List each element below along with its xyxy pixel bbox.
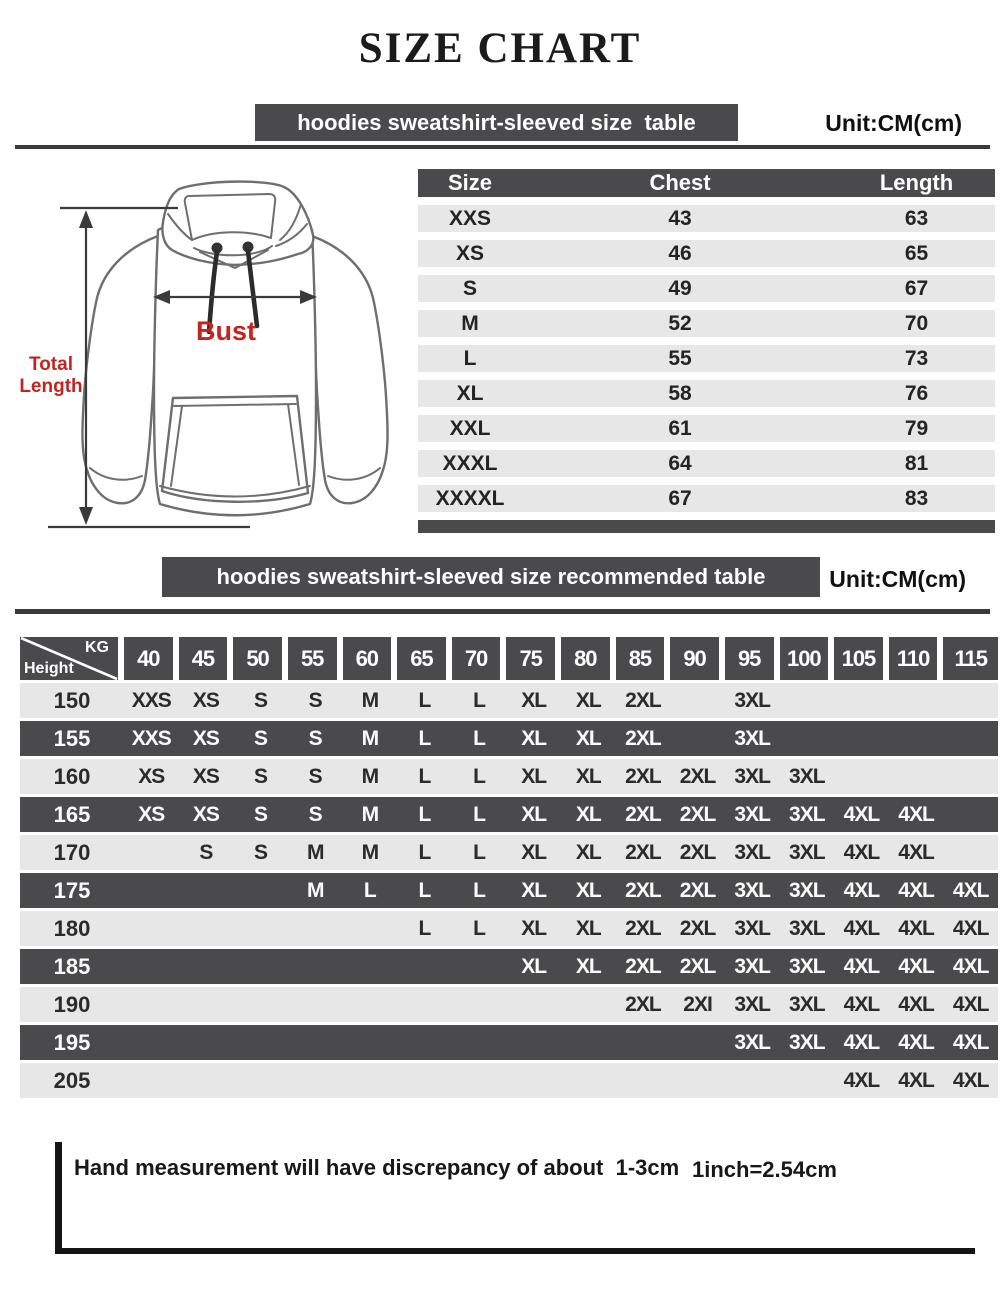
corner-height-label: Height	[24, 660, 74, 677]
matrix-row	[20, 949, 998, 984]
matrix-size-cell: 4XL	[952, 992, 989, 1016]
matrix-size-cell: L	[418, 726, 431, 750]
matrix-size-cell: L	[418, 878, 431, 902]
matrix-size-cell: XS	[192, 726, 219, 750]
hoodie-left-sleeve	[82, 236, 158, 503]
matrix-row	[20, 797, 998, 832]
matrix-size-cell: 3XL	[734, 840, 770, 864]
matrix-height-label: 165	[53, 801, 91, 827]
kg-column-header: 75	[506, 637, 561, 680]
matrix-size-cell: 2XL	[625, 764, 661, 788]
matrix-size-cell: 4XL	[898, 992, 934, 1016]
matrix-size-cell: 2XL	[679, 954, 716, 978]
matrix-size-cell: S	[199, 840, 213, 864]
size-table-row	[418, 380, 995, 407]
matrix-size-cell: 3XL	[789, 992, 825, 1016]
length-cell: 67	[904, 276, 929, 300]
matrix-size-cell: 3XL	[734, 916, 770, 940]
length-cell: 70	[904, 311, 929, 335]
matrix-size-cell: 3XL	[734, 954, 770, 978]
matrix-size-cell: XL	[521, 840, 547, 864]
matrix-size-cell: 2XL	[679, 878, 716, 902]
chest-cell: 67	[668, 486, 692, 510]
matrix-size-cell: L	[418, 840, 431, 864]
chest-cell: 49	[668, 276, 692, 300]
matrix-height-label: 185	[53, 953, 91, 979]
matrix-size-cell: 3XL	[789, 954, 825, 978]
kg-height-corner-cell	[20, 637, 124, 680]
length-cell: 73	[904, 346, 929, 370]
matrix-size-cell: XL	[521, 726, 547, 750]
size-table	[418, 169, 995, 533]
kg-column-header: 65	[397, 637, 452, 680]
matrix-size-cell: 2XL	[625, 726, 661, 750]
kg-column-header: 55	[288, 637, 343, 680]
kg-column-header: 115	[943, 637, 998, 680]
size-table-row	[418, 415, 995, 442]
size-cell: XXXL	[442, 451, 498, 475]
matrix-size-cell: 3XL	[789, 916, 825, 940]
matrix-size-cell: 4XL	[898, 840, 934, 864]
matrix-size-cell: S	[254, 840, 268, 864]
matrix-size-cell: 3XL	[789, 764, 825, 788]
matrix-size-cell: XS	[192, 688, 219, 712]
matrix-size-cell: M	[361, 726, 379, 750]
matrix-row	[20, 759, 998, 794]
matrix-size-cell: 3XL	[734, 688, 770, 712]
matrix-size-cell: L	[418, 764, 431, 788]
matrix-size-cell: 3XL	[789, 802, 825, 826]
kg-column-header: 95	[725, 637, 780, 680]
matrix-size-cell: 2XL	[679, 840, 716, 864]
matrix-size-cell: 2XL	[679, 764, 716, 788]
matrix-row	[20, 873, 998, 908]
matrix-row	[20, 1063, 998, 1098]
hoodie-pocket	[162, 396, 308, 502]
kg-column-header: 40	[124, 637, 179, 680]
inch-conversion-note: 1inch=2.54cm	[692, 1157, 837, 1182]
matrix-size-cell: S	[254, 764, 268, 788]
col-header-chest: Chest	[649, 170, 711, 195]
kg-column-header: 80	[561, 637, 616, 680]
size-cell: XL	[456, 381, 484, 405]
matrix-size-cell: 3XL	[789, 1030, 825, 1054]
matrix-size-cell: S	[308, 726, 322, 750]
arrowhead-up	[79, 210, 93, 228]
length-cell: 81	[904, 451, 929, 475]
matrix-size-cell: L	[473, 840, 485, 864]
matrix-size-cell: S	[254, 726, 268, 750]
recommended-table-banner	[162, 557, 820, 597]
matrix-size-cell: 2XL	[679, 802, 716, 826]
matrix-size-cell: L	[473, 878, 485, 902]
matrix-size-cell: 4XL	[843, 1030, 880, 1054]
size-table-header-row	[418, 169, 995, 197]
size-table-row	[418, 485, 995, 512]
hoodie-right-sleeve	[312, 236, 388, 503]
length-cell: 83	[904, 486, 929, 510]
chest-cell: 52	[668, 311, 692, 335]
chest-cell: 58	[668, 381, 692, 405]
matrix-height-label: 205	[53, 1067, 91, 1093]
size-table-row	[418, 450, 995, 477]
matrix-size-cell: 3XL	[734, 726, 770, 750]
length-cell: 65	[904, 241, 929, 265]
matrix-size-cell: 4XL	[952, 1068, 989, 1092]
matrix-size-cell: 3XL	[789, 878, 825, 902]
matrix-size-cell: 3XL	[734, 878, 770, 902]
matrix-size-cell: 2XL	[679, 916, 716, 940]
chest-cell: 46	[668, 241, 692, 265]
matrix-size-cell: 4XL	[952, 1030, 989, 1054]
corner-kg-label: KG	[85, 639, 109, 656]
size-table-row	[418, 205, 995, 232]
matrix-body	[20, 683, 998, 1098]
kg-column-header: 70	[452, 637, 507, 680]
total-length-label-line2: Length	[19, 376, 83, 397]
matrix-size-cell: L	[473, 726, 485, 750]
matrix-size-cell: XL	[521, 688, 547, 712]
hood-back-panel	[185, 194, 276, 240]
matrix-size-cell: XS	[138, 764, 165, 788]
matrix-size-cell: XL	[575, 916, 601, 940]
matrix-size-cell: 3XL	[734, 992, 770, 1016]
matrix-height-label: 150	[53, 687, 91, 713]
matrix-size-cell: 4XL	[898, 802, 934, 826]
kg-column-header: 90	[670, 637, 725, 680]
matrix-size-cell: M	[306, 840, 324, 864]
size-table-row	[418, 310, 995, 337]
divider-middle	[15, 609, 990, 614]
footnote-box	[55, 1142, 975, 1254]
unit-label-top: Unit:CM(cm)	[825, 110, 962, 136]
matrix-size-cell: 4XL	[898, 1068, 934, 1092]
size-table-body	[418, 205, 995, 512]
matrix-size-cell: 3XL	[734, 802, 770, 826]
chest-cell: 43	[668, 206, 692, 230]
size-cell: XXXXL	[435, 486, 505, 510]
size-cell: L	[463, 346, 477, 370]
matrix-size-cell: S	[308, 802, 322, 826]
recommended-size-matrix	[20, 637, 998, 1098]
recommended-table-banner-label: hoodies sweatshirt-sleeved size recommended table	[216, 564, 766, 589]
matrix-height-label: 180	[53, 915, 91, 941]
matrix-size-cell: L	[363, 878, 376, 902]
matrix-size-cell: 4XL	[843, 878, 880, 902]
matrix-size-cell: XS	[138, 802, 165, 826]
matrix-header-row	[20, 637, 998, 680]
matrix-size-cell: 2XL	[625, 688, 661, 712]
size-table-footer-bar	[418, 520, 995, 533]
matrix-size-cell: 3XL	[734, 764, 770, 788]
size-cell: M	[461, 311, 479, 335]
kg-column-header: 45	[179, 637, 234, 680]
arrowhead-down	[79, 507, 93, 525]
matrix-row	[20, 911, 998, 946]
matrix-size-cell: 4XL	[843, 954, 880, 978]
matrix-size-cell: XXS	[131, 726, 171, 750]
matrix-size-cell: M	[361, 802, 379, 826]
matrix-row	[20, 683, 998, 718]
bust-label: Bust	[196, 316, 256, 346]
matrix-height-label: 175	[53, 877, 91, 903]
unit-label-bottom: Unit:CM(cm)	[829, 566, 966, 592]
matrix-size-cell: 4XL	[898, 1030, 934, 1054]
matrix-size-cell: S	[254, 802, 268, 826]
matrix-size-cell: 4XL	[843, 992, 880, 1016]
matrix-size-cell: M	[361, 840, 379, 864]
matrix-size-cell: XL	[521, 916, 547, 940]
kg-column-header: 85	[616, 637, 671, 680]
chest-cell: 55	[668, 346, 692, 370]
matrix-size-cell: 4XL	[898, 878, 934, 902]
hoodie-measure-diagram	[18, 152, 410, 534]
kg-column-header: 110	[889, 637, 944, 680]
matrix-size-cell: XS	[192, 764, 219, 788]
matrix-size-cell: L	[473, 688, 485, 712]
matrix-size-cell: 4XL	[843, 916, 880, 940]
kg-column-header: 100	[780, 637, 835, 680]
length-cell: 79	[904, 416, 929, 440]
matrix-size-cell: S	[254, 688, 268, 712]
matrix-row	[20, 835, 998, 870]
matrix-size-cell: XL	[575, 726, 601, 750]
length-cell: 76	[904, 381, 929, 405]
matrix-height-label: 195	[53, 1029, 91, 1055]
chest-cell: 64	[668, 451, 692, 475]
matrix-size-cell: 4XL	[843, 802, 880, 826]
col-header-size: Size	[447, 170, 493, 195]
size-table-banner	[255, 104, 738, 141]
matrix-size-cell: S	[308, 688, 322, 712]
size-cell: XS	[455, 241, 484, 265]
matrix-size-cell: XS	[192, 802, 219, 826]
matrix-height-label: 160	[53, 763, 91, 789]
matrix-size-cell: S	[308, 764, 322, 788]
chest-cell: 61	[668, 416, 692, 440]
matrix-size-cell: M	[361, 688, 379, 712]
matrix-size-cell: XXS	[131, 688, 171, 712]
matrix-size-cell: L	[418, 916, 431, 940]
matrix-size-cell: XL	[575, 802, 601, 826]
matrix-size-cell: L	[418, 688, 431, 712]
matrix-size-cell: L	[418, 802, 431, 826]
matrix-height-label: 170	[53, 839, 91, 865]
size-table-row	[418, 275, 995, 302]
length-cell: 63	[904, 206, 929, 230]
matrix-size-cell: XL	[575, 878, 601, 902]
matrix-size-cell: 4XL	[952, 878, 989, 902]
matrix-size-cell: XL	[521, 954, 547, 978]
matrix-row	[20, 721, 998, 756]
matrix-size-cell: 2XL	[625, 992, 661, 1016]
matrix-size-cell: XL	[521, 802, 547, 826]
page-title: SIZE CHART	[358, 25, 642, 72]
matrix-size-cell: 4XL	[952, 916, 989, 940]
matrix-size-cell: 3XL	[734, 1030, 770, 1054]
matrix-size-cell: XL	[575, 688, 601, 712]
matrix-size-cell: 2XL	[625, 878, 661, 902]
size-table-row	[418, 240, 995, 267]
matrix-size-cell: 2XL	[625, 840, 661, 864]
measurement-note: Hand measurement will have discrepancy of about 1-3cm	[74, 1155, 680, 1180]
col-header-length: Length	[879, 170, 954, 195]
kg-column-header: 60	[343, 637, 398, 680]
matrix-size-cell: 4XL	[843, 840, 880, 864]
matrix-size-cell: 4XL	[898, 954, 934, 978]
total-length-label-line1: Total	[29, 354, 73, 375]
matrix-row	[20, 987, 998, 1022]
matrix-size-cell: 2XL	[625, 954, 661, 978]
matrix-size-cell: XL	[521, 764, 547, 788]
size-cell: XXL	[449, 416, 491, 440]
matrix-size-cell: XL	[575, 954, 601, 978]
matrix-size-cell: M	[361, 764, 379, 788]
matrix-size-cell: 3XL	[789, 840, 825, 864]
matrix-size-cell: 2XL	[625, 802, 661, 826]
matrix-size-cell: 4XL	[952, 954, 989, 978]
kg-column-header: 50	[233, 637, 288, 680]
matrix-size-cell: XL	[575, 840, 601, 864]
matrix-size-cell: M	[306, 878, 324, 902]
matrix-size-cell: L	[473, 802, 485, 826]
size-table-banner-label: hoodies sweatshirt-sleeved size table	[297, 109, 696, 135]
divider-top	[15, 145, 990, 149]
matrix-size-cell: XL	[575, 764, 601, 788]
matrix-height-label: 190	[53, 991, 91, 1017]
size-cell: XXS	[448, 206, 492, 230]
matrix-size-cell: XL	[521, 878, 547, 902]
matrix-size-cell: 2XI	[683, 992, 712, 1016]
matrix-row	[20, 1025, 998, 1060]
matrix-size-cell: 2XL	[625, 916, 661, 940]
matrix-size-cell: L	[473, 916, 485, 940]
size-cell: S	[462, 276, 477, 300]
size-table-row	[418, 345, 995, 372]
matrix-size-cell: L	[473, 764, 485, 788]
matrix-size-cell: 4XL	[843, 1068, 880, 1092]
kg-column-header: 105	[834, 637, 889, 680]
matrix-height-label: 155	[53, 725, 91, 751]
matrix-size-cell: 4XL	[898, 916, 934, 940]
